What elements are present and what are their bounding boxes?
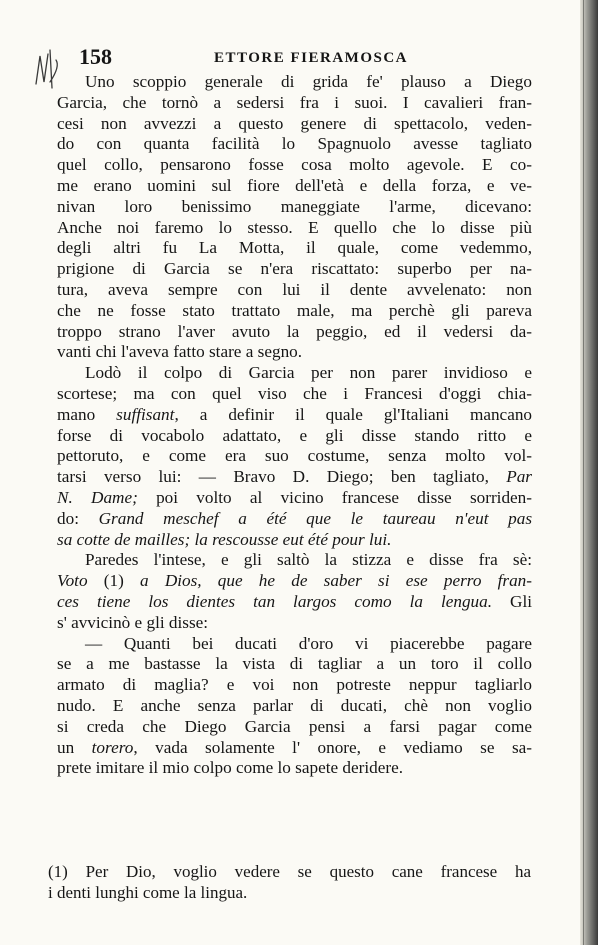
text-line: [57, 363, 532, 384]
text-line: [57, 426, 532, 447]
text-span: cesi non avvezzi a questo genere di spettacolo, veden-: [57, 113, 532, 133]
text-span: Uno scoppio generale di grida fe' plauso a Diego: [85, 72, 532, 91]
text-span: , vada solamente l' onore, e vediamo se sa-: [133, 737, 532, 757]
text-span: do con quanta facilità lo Spagnuolo avesse tagliato: [57, 134, 532, 154]
text-line: [57, 488, 532, 509]
text-line: [57, 634, 532, 655]
text-line: [57, 738, 532, 759]
footnote-line: (1) Per Dio, voglio vedere se questo cane francese ha: [48, 862, 531, 881]
page-number: 158: [79, 44, 112, 69]
text-span: che ne fosse stato trattato male, ma perchè gli pareva: [57, 300, 532, 320]
text-line: [57, 301, 532, 322]
text-line: [57, 238, 532, 259]
text-span: degli altri fu La Motta, il quale, come vedemmo,: [57, 238, 532, 258]
text-span: Garcia, che tornò a sedersi fra i suoi. I cavalieri fran-: [57, 92, 532, 112]
text-line: [57, 384, 532, 405]
text-line: [57, 675, 532, 696]
text-span: prete imitare il mio colpo come lo sapete deridere.: [57, 758, 403, 778]
text-line: [57, 176, 532, 197]
text-span: nivan loro benissimo maneggiate l'arme, dicevano:: [57, 196, 532, 216]
text-line: [57, 322, 532, 343]
text-span: poi volto al vicino francese disse sorriden-: [137, 487, 532, 507]
text-line: [57, 509, 532, 530]
text-line: [57, 696, 532, 717]
text-line: [57, 550, 532, 571]
italic-span: torero: [91, 737, 134, 757]
text-span: scortese; ma con quel viso che i Francesi d'oggi chia-: [57, 383, 532, 403]
text-span: tura, aveva sempre con lui il dente avvelenato: non: [57, 279, 532, 299]
text-line: [57, 717, 532, 738]
text-span: , a definir il quale gl'Italiani mancano: [174, 404, 533, 424]
text-span: Anche noi faremo lo stesso. E quello che lo disse più: [57, 217, 532, 237]
text-line: [57, 134, 532, 155]
text-span: forse di vocabolo adattato, e gli disse stando ritto e: [57, 425, 532, 445]
text-span: vanti chi l'aveva fatto stare a segno.: [57, 342, 303, 362]
text-line: [57, 342, 532, 363]
text-span: mano: [57, 404, 117, 424]
text-line: [57, 218, 532, 239]
text-line: [57, 467, 532, 488]
text-line: [57, 446, 532, 467]
text-span: me erano uomini sul fiore dell'età e della forza, e ve-: [57, 175, 532, 195]
text-span: un: [57, 737, 92, 757]
italic-span: suffisant: [116, 404, 175, 424]
text-line: [57, 571, 532, 592]
text-span: prigione di Garcia se n'era riscattato: superbo per na-: [57, 259, 532, 279]
body-text: [57, 72, 532, 779]
text-span: se a me bastasse la vista di tagliar a un toro il collo: [57, 654, 532, 674]
text-line: [57, 758, 532, 779]
text-line: [57, 280, 532, 301]
text-line: [57, 155, 532, 176]
text-line: [57, 654, 532, 675]
text-line: [57, 592, 532, 613]
italic-span: Voto: [57, 571, 88, 591]
italic-span: N. Dame;: [57, 487, 138, 507]
page-header: [79, 44, 549, 74]
text-line: [57, 93, 532, 114]
text-span: — Quanti bei ducati d'oro vi piacerebbe pagare: [85, 633, 532, 653]
text-line: [57, 530, 532, 551]
italic-span: ces tiene los dientes tan largos como la lengua.: [57, 591, 493, 611]
footnote-line: i denti lunghi come la lingua.: [48, 882, 248, 902]
italic-span: a Dios, que he de saber si ese perro fran-: [140, 571, 532, 591]
page-edge-shadow: [580, 0, 598, 945]
text-span: troppo strano l'aver avuto la peggio, ed il vedersi da-: [57, 321, 532, 341]
text-line: [57, 613, 532, 634]
italic-span: sa cotte de mailles; la rescousse eut été pour lui.: [57, 529, 392, 549]
text-span: quel collo, pensarono fosse cosa molto agevole. E co-: [57, 155, 532, 175]
italic-span: Grand meschef a été que le taureau n'eut pas: [98, 508, 533, 528]
text-span: Lodò il colpo di Garcia per non parer invidioso e: [85, 363, 532, 383]
text-span: s' avvicinò e gli disse:: [57, 612, 209, 632]
text-span: armato di maglia? e voi non potreste neppur tagliarlo: [57, 675, 532, 695]
text-line: [57, 197, 532, 218]
text-span: pettoruto, e come era suo costume, senza molto vol-: [57, 446, 532, 466]
text-line: [57, 259, 532, 280]
text-span: do:: [57, 508, 99, 528]
italic-span: Par: [506, 467, 532, 487]
running-title: ETTORE FIERAMOSCA: [214, 50, 409, 66]
text-span: si creda che Diego Garcia pensi a farsi pagar come: [57, 716, 532, 736]
text-line: [57, 114, 532, 135]
text-span: Paredes l'intese, e gli saltò la stizza e disse fra sè:: [85, 550, 532, 570]
text-span: Gli: [492, 591, 532, 611]
footnote: [48, 860, 531, 902]
text-span: (1): [87, 571, 141, 591]
text-line: [57, 72, 532, 93]
text-span: nudo. E anche senza parlar di ducati, chè non voglio: [57, 695, 532, 715]
text-line: [57, 405, 532, 426]
text-span: tarsi verso lui: — Bravo D. Diego; ben tagliato,: [57, 467, 507, 487]
